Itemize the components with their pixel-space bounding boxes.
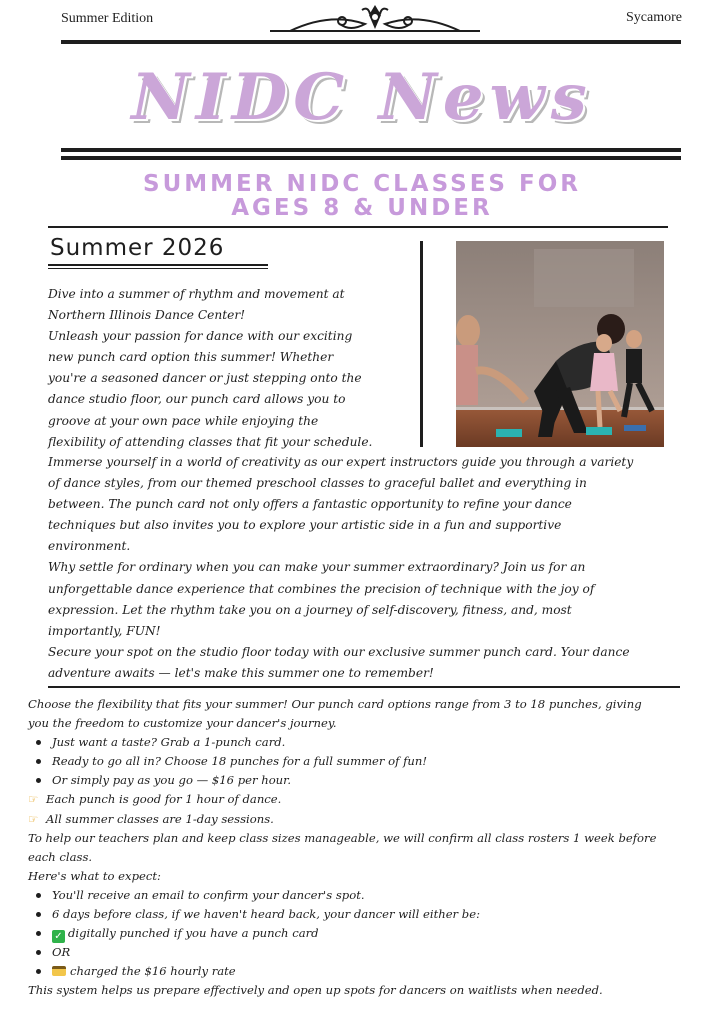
article-end-rule [48,686,680,688]
charged-text: charged the $16 hourly rate [70,964,236,979]
masthead-title: NIDC News [131,60,593,135]
location-label: Sycamore [626,10,682,25]
details-line: To help our teachers plan and keep class sizes manageable, we will confirm all class rosters 1 week before [28,830,657,845]
article-line: flexibility of attending classes that fit your schedule. [48,434,373,449]
note-line [28,790,708,809]
article-line: Immerse yourself in a world of creativity as our expert instructors guide you through a variety [48,455,634,469]
article-line: Secure your spot on the studio floor today with our exclusive summer punch card. Your dance [48,644,630,659]
scroll-ornament-icon [270,2,480,36]
details-line: each class. [28,849,93,864]
subheadline [0,172,724,220]
article-line: Dive into a summer of rhythm and movement at [48,287,345,301]
details-line: you the freedom to customize your dancer's journey. [28,716,337,731]
title-underline-1 [48,264,268,266]
list-item [28,962,708,981]
article-line: environment. [48,539,131,554]
note-text: All summer classes are 1-day sessions. [46,811,274,826]
article-line: adventure awaits — let's make this summer one to remember! [48,665,434,680]
article-line: of dance styles, from our themed preschool classes to graceful ballet and everything in [48,476,587,491]
article-line: expression. Let the rhythm take you on a journey of self-discovery, fitness, and, most [48,602,572,617]
list-item [28,924,708,943]
expect-list [28,886,708,981]
header-bar [0,0,724,40]
article-line: dance studio floor, our punch card allows you to [48,392,346,407]
article-intro [48,284,408,453]
expect-heading: Here's what to expect: [28,868,161,883]
article-line: importantly, FUN! [48,623,161,638]
closing-line: This system helps us prepare effectively and open up spots for dancers on waitlists when needed. [28,983,603,998]
pointing-hand-icon: ☞ [28,811,39,826]
article-line: unforgettable dance experience that combines the precision of technique with the joy of [48,581,595,596]
title-underline-2 [48,268,268,269]
check-mark-icon: ✓ [52,930,65,943]
edition-label: Summer Edition [61,11,154,26]
list-item: OR [28,943,708,962]
subheadline-line-1: SUMMER NIDC CLASSES FOR [143,171,581,197]
article-line: you're a seasoned dancer or just stepping onto the [48,371,362,386]
subheadline-rule [48,226,668,228]
article-line: Unleash your passion for dance with our exciting [48,329,353,344]
punch-card-details [28,695,708,1001]
masthead-rule-lower [61,156,681,160]
article-line: new punch card option this summer! Whether [48,350,334,365]
credit-card-icon [52,966,66,976]
article-line: groove at your own pace while enjoying the [48,413,319,428]
note-line [28,810,708,829]
top-rule [61,40,681,44]
options-list [28,733,708,790]
list-item: Ready to go all in? Choose 18 punches for a full summer of fun! [28,752,708,771]
list-item: 6 days before class, if we haven't heard back, your dancer will either be: [28,905,708,924]
section-title: Summer 2026 [50,235,225,261]
list-item: Just want a taste? Grab a 1-punch card. [28,733,708,752]
column-divider [420,241,423,447]
details-line: Choose the flexibility that fits your summer! Our punch card options range from 3 to 18 punches, giving [28,697,642,711]
pointing-hand-icon: ☞ [28,792,39,807]
list-item: You'll receive an email to confirm your dancer's spot. [28,886,708,905]
dance-class-photo [456,241,664,447]
list-item: Or simply pay as you go — $16 per hour. [28,771,708,790]
article-line: Northern Illinois Dance Center! [48,308,246,323]
article-line: Why settle for ordinary when you can make your summer extraordinary? Join us for an [48,560,586,575]
article-body [48,452,698,684]
masthead-rule-upper [61,148,681,152]
punched-text: digitally punched if you have a punch card [68,926,319,941]
article-line: between. The punch card not only offers a fantastic opportunity to refine your dance [48,497,572,512]
note-text: Each punch is good for 1 hour of dance. [46,792,282,807]
article-line: techniques but also invites you to explore your artistic side in a fun and supportive [48,518,562,533]
subheadline-line-2: AGES 8 & UNDER [231,195,493,221]
